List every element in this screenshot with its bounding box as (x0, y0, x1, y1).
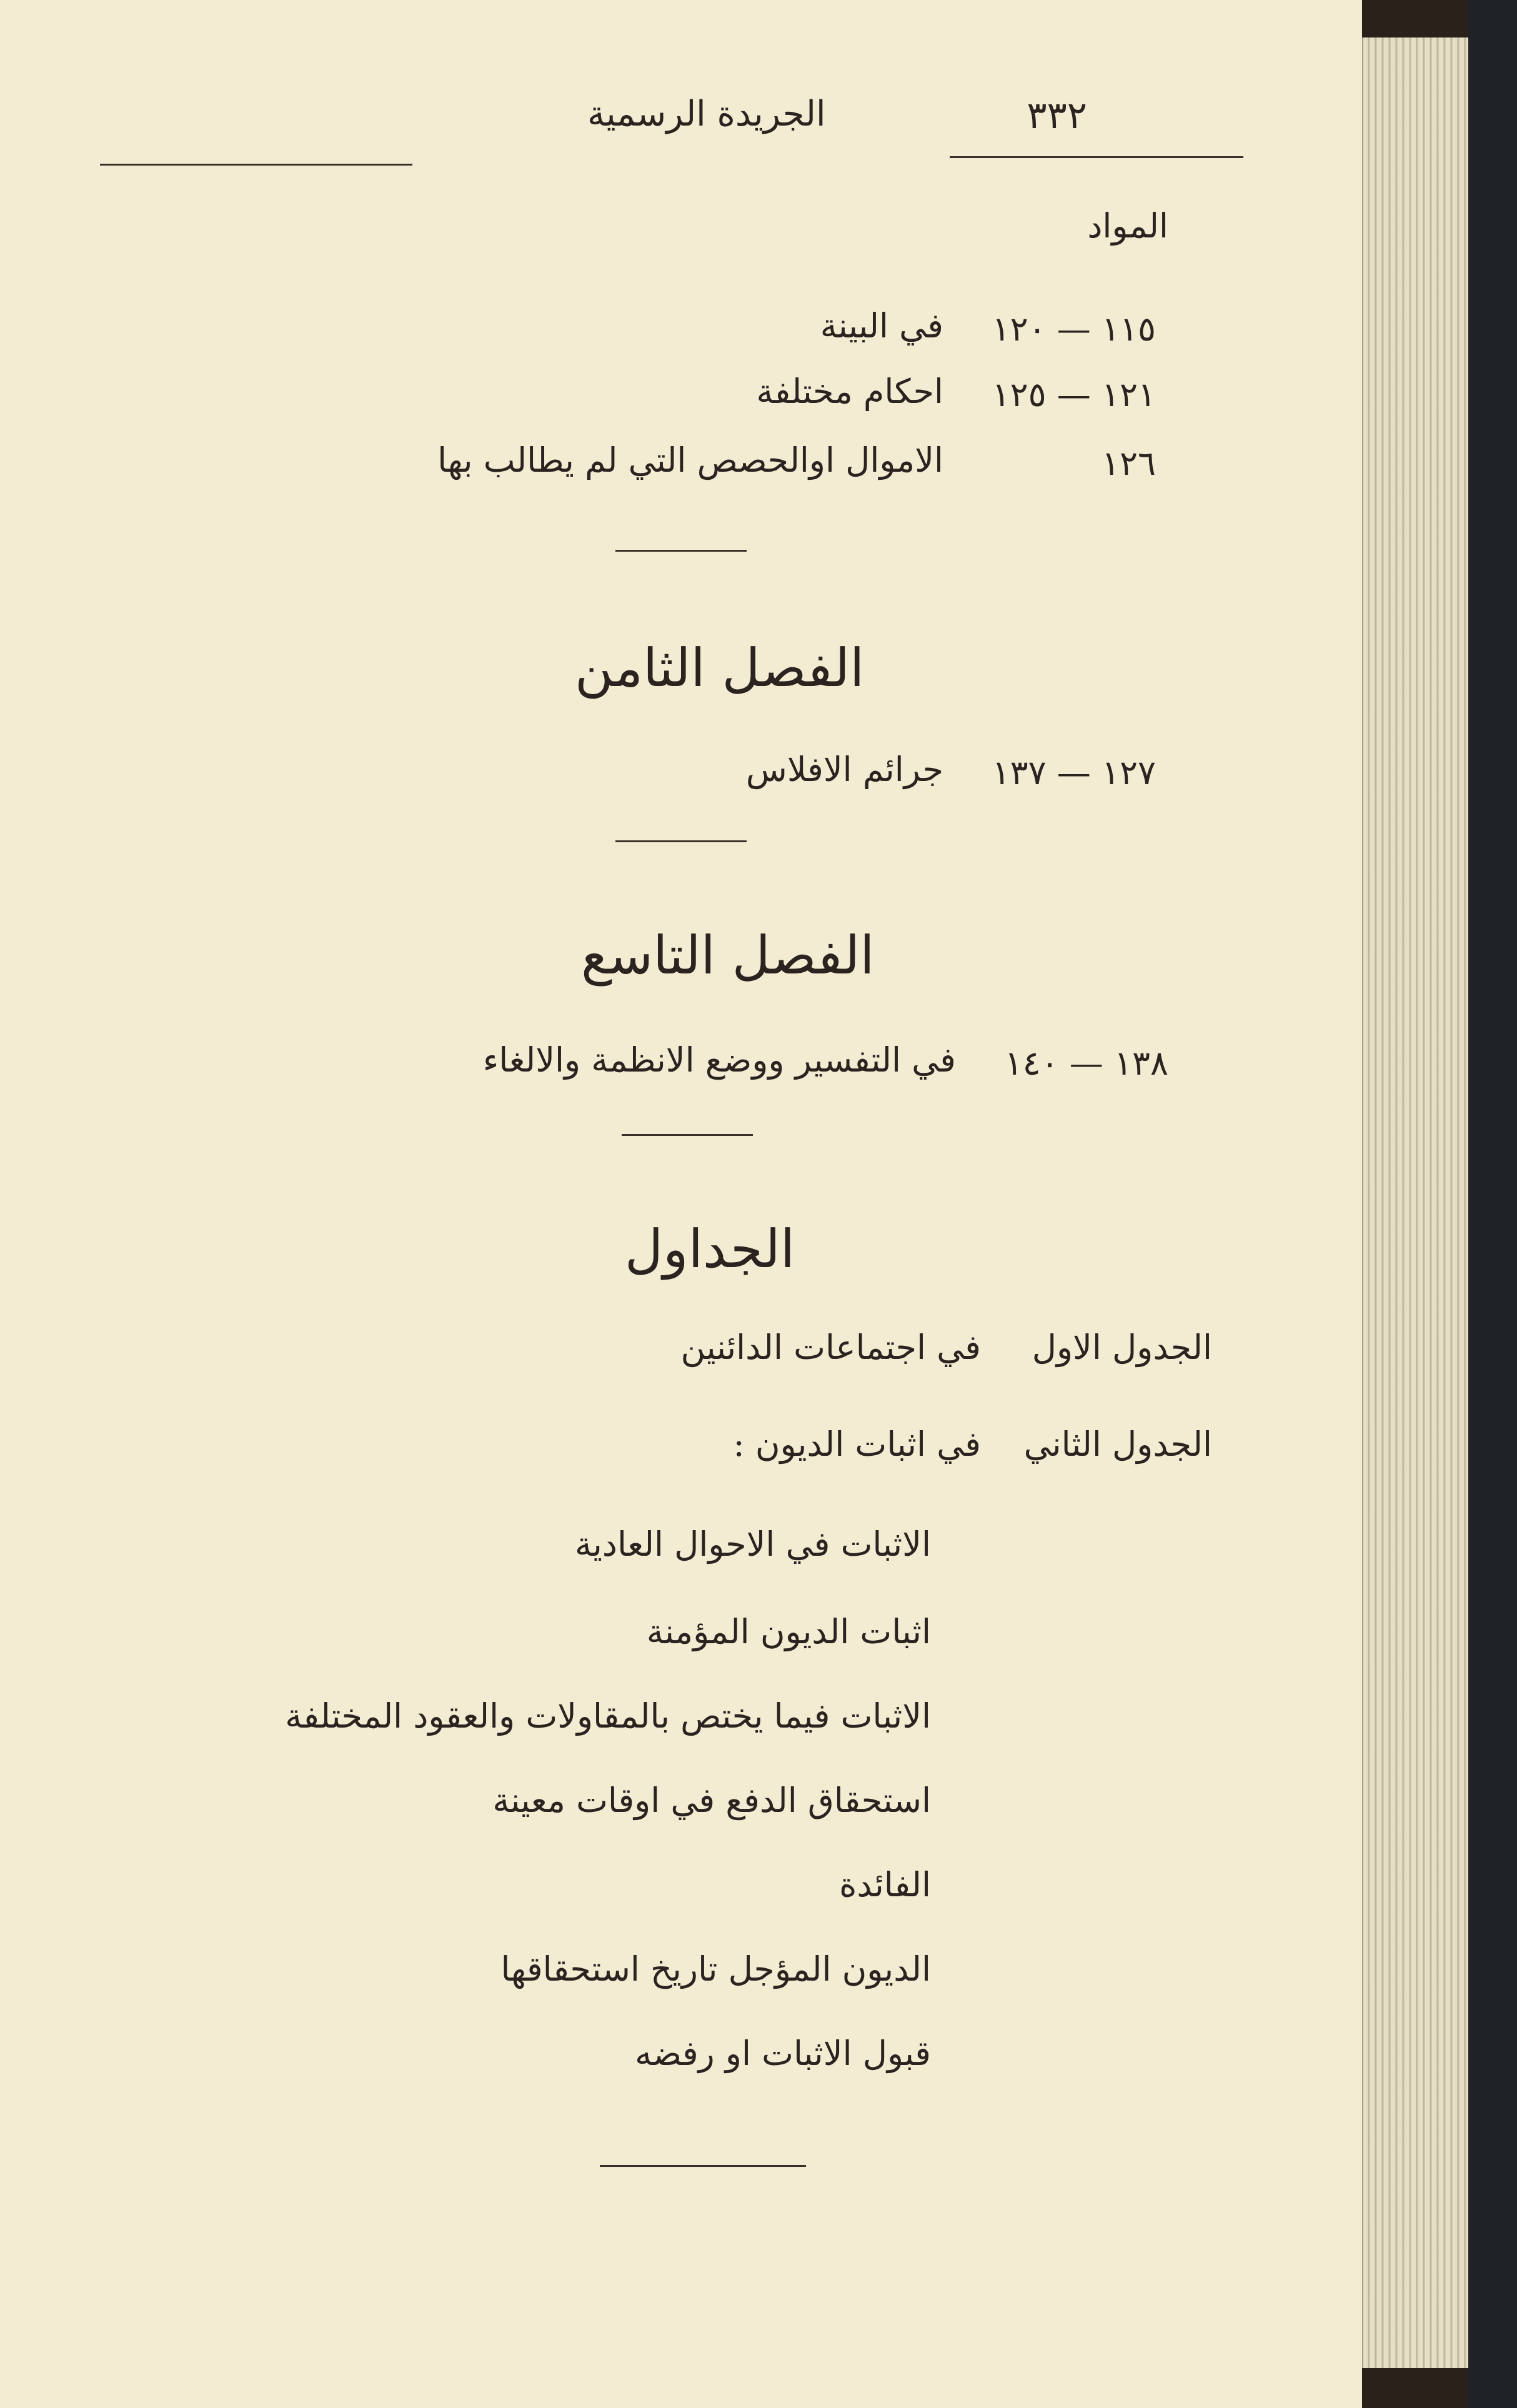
header-rule-left (100, 164, 412, 166)
table-name: الجدول الاول (1032, 1328, 1212, 1367)
table-desc: في اثبات الديون : (733, 1425, 981, 1464)
article-range: ١١٥ — ١٢٠ (992, 309, 1156, 349)
section-divider (622, 1134, 753, 1136)
article-range: ١٣٨ — ١٤٠ (1004, 1043, 1168, 1083)
page-number: ٣٣٢ (1027, 94, 1087, 137)
header-rule-right (950, 156, 1243, 158)
entry-title: في التفسير ووضع الانظمة والالغاء (482, 1040, 956, 1080)
sub-item: الاثبات في الاحوال العادية (574, 1525, 931, 1564)
sub-item: استحقاق الدفع في اوقات معينة (492, 1781, 931, 1820)
sub-item: قبول الاثبات او رفضه (635, 2034, 931, 2073)
tables-heading: الجداول (625, 1218, 795, 1280)
article-range: ١٢٧ — ١٣٧ (992, 753, 1156, 792)
entry-title: الاموال اوالحصص التي لم يطالب بها (437, 440, 943, 480)
sub-item: اثبات الديون المؤمنة (646, 1612, 931, 1651)
chapter-heading: الفصل التاسع (581, 925, 875, 986)
sub-item: الاثبات فيما يختص بالمقاولات والعقود المختلفة (285, 1696, 931, 1736)
articles-column-label: المواد (1087, 206, 1168, 246)
section-divider (615, 840, 747, 842)
running-header-title: الجريدة الرسمية (587, 94, 826, 134)
book-cover (1468, 0, 1517, 2408)
section-divider (615, 550, 747, 552)
entry-title: احكام مختلفة (756, 372, 943, 411)
table-desc: في اجتماعات الدائنين (680, 1328, 981, 1367)
sub-item: الديون المؤجل تاريخ استحقاقها (500, 1949, 931, 1989)
entry-title: جرائم الافلاس (745, 750, 943, 789)
article-range: ١٢٦ (1101, 444, 1156, 483)
sub-item: الفائدة (839, 1865, 931, 1904)
article-range: ١٢١ — ١٢٥ (992, 375, 1156, 414)
table-name: الجدول الثاني (1023, 1425, 1212, 1464)
chapter-heading: الفصل الثامن (575, 637, 865, 699)
end-divider (600, 2165, 806, 2167)
page-stack-edge (1362, 37, 1470, 2368)
entry-title: في البينة (820, 306, 943, 346)
